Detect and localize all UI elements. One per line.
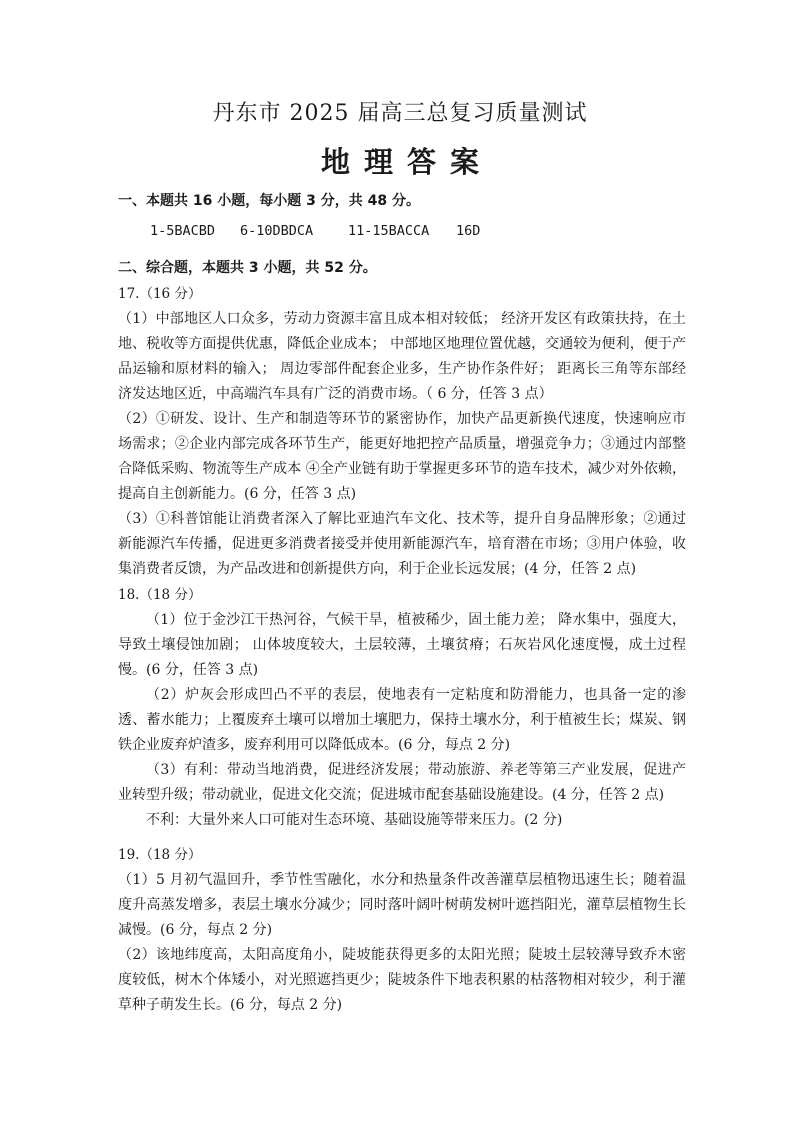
answer-group-6-10: 6-10DBDCA (240, 223, 314, 239)
q17-part2: （2）①研发、设计、生产和制造等环节的紧密协作，加快产品更新换代速度，快速响应市场需求；②企业内部完成各环节生产，能更好地把控产品质量，增强竞争力；③通过内部整合降低采购、物流等生产成本 ④全产业链有助于掌握更多环节的造车技术，减少对外依赖，提高自主创新能力。(6 分，任答 3 点) (118, 411, 686, 502)
q19-part1: （1）5 月初气温回升，季节性雪融化，水分和热量条件改善灌草层植物迅速生长；随着温度升高蒸发增多，表层土壤水分减少；同时落叶阔叶树萌发树叶遮挡阳光，灌草层植物生长减慢。(6 分，每点 2 分) (118, 872, 686, 938)
q19-part2: （2）该地纬度高，太阳高度角小，陡坡能获得更多的太阳光照；陡坡土层较薄导致乔木密度较低，树木个体矮小，对光照遮挡更少；陡坡条件下地表积累的枯落物相对较少，利于灌草种子萌发生长。(6 分，每点 2 分) (118, 947, 686, 1013)
page-title: 丹东市 2025 届高三总复习质量测试 (212, 101, 588, 126)
q19-label: 19.（18 分） (118, 847, 202, 863)
q17-part1: （1）中部地区人口众多，劳动力资源丰富且成本相对较低； 经济开发区有政策扶持，在土地、税收等方面提供优惠，降低企业成本； 中部地区地理位置优越，交通较为便利，便于产品运输和原材料的输入； 周边零部件配套企业多，生产协作条件好； 距离长三角等东部经济发达地区近，中高端汽车具有广泛的消费市场。（ 6 分，任答 3 点） (118, 311, 686, 402)
answer-group-1-5: 1-5BACBD (150, 223, 216, 239)
question-19-block (118, 843, 686, 1018)
q18-part4: 不利：大量外来人口可能对生态环境、基础设施等带来压力。(2 分) (146, 812, 563, 828)
q18-part3: （3）有利：带动当地消费，促进经济发展；带动旅游、养老等第三产业发展，促进产业转型升级；带动就业，促进文化交流；促进城市配套基础设施建设。(4 分，任答 2 点) (118, 762, 686, 803)
section1-heading: 一、本题共 16 小题，每小题 3 分，共 48 分。 (118, 193, 420, 209)
q17-label: 17.（16 分） (118, 286, 202, 302)
q18-part1: （1）位于金沙江干热河谷，气候干旱，植被稀少，固土能力差； 降水集中，强度大，导致土壤侵蚀加剧； 山体坡度较大，土层较薄，土壤贫瘠；石灰岩风化速度慢，成土过程慢。(6 分，任答 3 点) (118, 612, 686, 678)
question-18-block (118, 583, 686, 833)
answer-group-16: 16D (456, 223, 481, 239)
q18-part2: （2）炉灰会形成凹凸不平的表层，使地表有一定粘度和防滑能力，也具备一定的渗透、蓄水能力；上覆废弃土壤可以增加土壤肥力，保持土壤水分，利于植被生长；煤炭、钢铁企业废弃炉渣多，废弃利用可以降低成本。(6 分，每点 2 分) (118, 687, 686, 753)
question-17-block (118, 282, 686, 582)
answer-group-11-15: 11-15BACCA (348, 223, 430, 239)
section2-heading: 二、综合题，本题共 3 小题，共 52 分。 (118, 260, 377, 276)
q17-part3: （3）①科普馆能让消费者深入了解比亚迪汽车文化、技术等，提升自身品牌形象；②通过新能源汽车传播，促进更多消费者接受并使用新能源汽车，培育潜在市场；③用户体验，收集消费者反馈，为产品改进和创新提供方向，利于企业长远发展；(4 分，任答 2 点) (118, 511, 686, 577)
q18-label: 18.（18 分） (118, 587, 202, 603)
page-subtitle: 地理答案 (320, 145, 493, 179)
